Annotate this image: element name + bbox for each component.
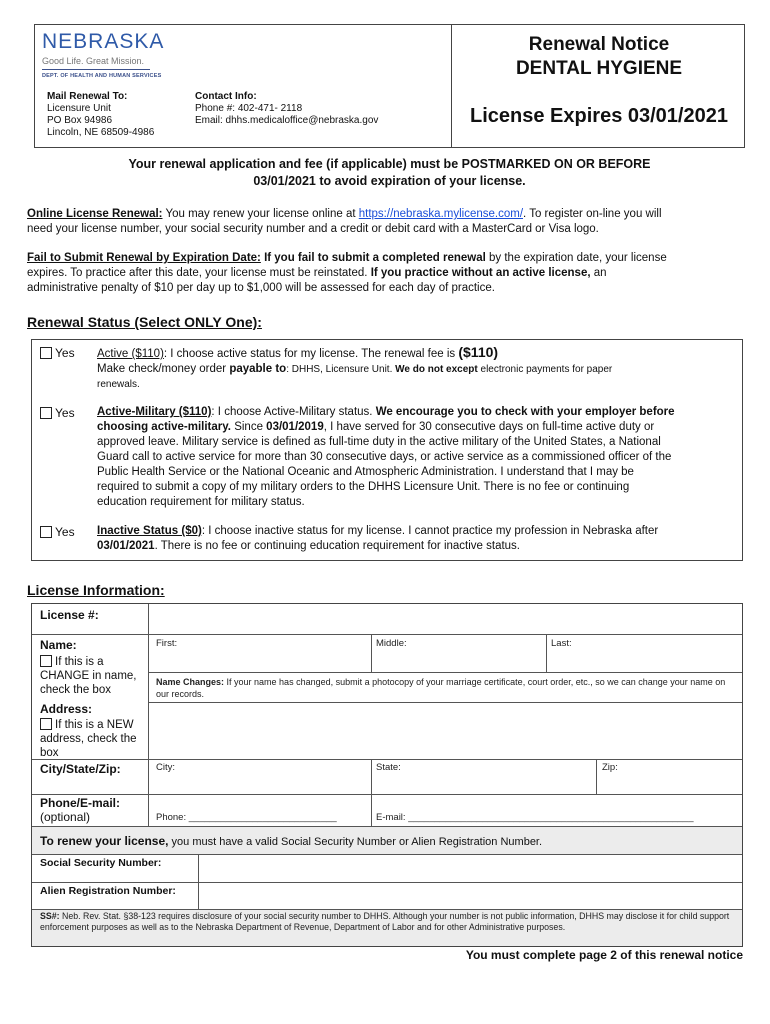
text: electronic payments for paper [477,364,613,375]
text: expires. To practice after this date, your license must be reinstated. [27,267,371,279]
text: required to submit a copy of my military orders to the DHHS Licensure Unit. There is no fee or continuing [97,481,630,493]
postmark-line: Your renewal application and fee (if applicable) must be POSTMARKED ON OR BEFORE [128,157,651,171]
address-change-checkbox[interactable] [40,718,52,730]
col-rule [371,759,372,826]
text: Guard call to active service for more than 30 consecutive days, or active service as a commissioned officer of the [97,451,672,463]
mail-line: Lincoln, NE 68509-4986 [47,127,155,138]
text: need your license number, your social security number and a credit or debit card with a MasterCard or Visa logo. [27,223,599,235]
city-field[interactable]: City: [156,762,175,773]
text: If your name has changed, submit a photocopy of your marriage certificate, court order, etc., so we can change your name on our records. [156,677,726,699]
row-rule [32,634,742,635]
active-checkbox[interactable] [40,347,52,359]
ssn-field[interactable] [199,855,741,881]
online-renewal-paragraph [27,207,747,237]
text: 03/01/2019 [266,421,324,433]
logo-tagline: Good Life. Great Mission. [42,56,145,66]
state-field[interactable]: State: [376,762,401,773]
text: Public Health Service or the National Oceanic and Atmospheric Administration. I understand that I may be [97,466,634,478]
contact-phone: Phone #: 402-471- 2118 [195,103,303,114]
fail-to-submit-paragraph [27,251,747,296]
ss-disclosure [40,911,736,933]
yes-label: Yes [55,525,75,539]
profession-title: DENTAL HYGIENE [515,58,683,79]
license-info-title: License Information: [27,582,165,598]
active-option[interactable] [40,346,75,360]
address-field[interactable] [149,703,741,758]
mail-renewal-block [47,91,154,139]
text: Since [231,421,267,433]
text: renewals. [97,379,140,390]
active-label: Active ($110) [97,348,164,360]
postmark-notice [34,156,745,190]
ssn-label: Social Security Number: [40,857,162,869]
alien-field[interactable] [199,883,741,908]
military-description [97,405,739,510]
header-box [34,24,745,148]
text: administrative penalty of $10 per day up to $1,000 will be assessed for each day of practice. [27,282,495,294]
logo-divider [42,69,150,70]
text: choosing active-military. [97,421,231,433]
renew-requirement [40,834,542,848]
fail-label: Fail to Submit Renewal by Expiration Date: [27,252,261,264]
inactive-option[interactable] [40,525,75,539]
city-state-zip-label: City/State/Zip: [40,762,121,776]
address-label: Address: [40,702,93,716]
zip-field[interactable]: Zip: [602,762,618,773]
text: : I choose Active-Military status. [211,406,376,418]
notice-title: Renewal Notice [528,34,670,55]
col-rule [546,634,547,672]
name-change-text: If this is a CHANGE in name, check the box [40,656,137,696]
address-change-text: If this is a NEW address, check the box [40,719,137,759]
text: Name Changes: [156,677,225,687]
contact-label: Contact Info: [195,91,257,102]
row-rule [32,909,742,910]
optional-label: (optional) [40,810,91,824]
mail-line: PO Box 94986 [47,115,113,126]
license-info-table [31,603,743,947]
col-rule [371,634,372,672]
postmark-line: 03/01/2021 to avoid expiration of your license. [253,174,526,188]
row-rule [32,826,742,827]
text: education requirement for military status. [97,496,305,508]
renewal-status-box [31,339,743,561]
renewal-status-title: Renewal Status (Select ONLY One): [27,314,262,330]
footer-note: You must complete page 2 of this renewal notice [465,948,743,962]
inactive-checkbox[interactable] [40,526,52,538]
mylicense-link[interactable]: https://nebraska.mylicense.com/ [358,208,524,220]
text: To renew your license, [40,834,169,848]
military-option[interactable] [40,406,75,420]
text: : I choose active status for my license. The renewal fee is [163,348,459,360]
text: We encourage you to check with your employer before [375,406,675,418]
text: you must have a valid Social Security Number or Alien Registration Number. [168,836,543,848]
name-change-check[interactable] [40,655,146,697]
online-renewal-label: Online License Renewal: [27,208,163,220]
text: Neb. Rev. Stat. §38-123 requires disclosure of your social security number to DHHS. Although your number is not public information, DHHS may disclose it for child support enforcement purposes as well as to the Nebraska Department of Revenue, Department of Labor and for other Administrative purposes. [40,911,730,932]
alien-label: Alien Registration Number: [40,885,176,897]
row-rule [32,794,742,795]
text: : I choose inactive status for my license. I cannot practice my profession in Nebraska after [201,525,659,537]
expiration-title: License Expires 03/01/2021 [470,105,728,127]
col-rule [596,759,597,794]
middle-name-field[interactable]: Middle: [376,638,407,649]
text: an [590,267,607,279]
inactive-label: Inactive Status ($0) [97,525,202,537]
row-rule [148,672,742,673]
contact-email: Email: dhhs.medicaloffice@nebraska.gov [195,115,379,126]
text: approved leave. Military service is defined as full-time duty in the active military of the United States, a National [97,436,661,448]
nebraska-logo: NEBRASKA [42,30,165,53]
military-checkbox[interactable] [40,407,52,419]
inactive-description [97,524,739,554]
phone-field[interactable]: Phone: ____________________________ [156,812,337,823]
active-description [97,345,739,392]
text: We do not except [395,364,478,375]
text: by the expiration date, your license [485,252,667,264]
military-label: Active-Military ($110) [97,406,212,418]
text: 03/01/2021 [97,540,155,552]
first-name-field[interactable]: First: [156,638,178,649]
license-number-label: License #: [40,608,99,622]
contact-info-block [195,91,378,127]
name-changes-note [156,676,736,700]
mail-label: Mail Renewal To: [47,91,128,102]
yes-label: Yes [55,406,75,420]
address-change-check[interactable] [40,718,146,760]
text: . There is no fee or continuing education requirement for inactive status. [154,540,521,552]
name-label: Name: [40,638,77,652]
logo-dept: DEPT. OF HEALTH AND HUMAN SERVICES [42,73,162,79]
text: . To register on-line you will [523,208,662,220]
text: Make check/money order [97,363,230,375]
text: If you fail to submit a completed renewal [260,252,486,264]
text: : DHHS, Licensure Unit. [286,364,396,375]
active-fee: ($110) [458,344,499,360]
email-field[interactable]: E-mail: ______________________________________________________ [376,812,694,823]
license-number-field[interactable] [149,605,741,633]
text: , I have served for 30 consecutive days on full-time active duty or [323,421,655,433]
name-change-checkbox[interactable] [40,655,52,667]
text: You may renew your license online at [162,208,359,220]
last-name-field[interactable]: Last: [551,638,572,649]
phone-email-label: Phone/E-mail: [40,796,121,810]
text: If you practice without an active license, [370,267,591,279]
yes-label: Yes [55,346,75,360]
text: SS#: [40,911,60,921]
mail-line: Licensure Unit [47,103,111,114]
text: payable to [229,363,287,375]
